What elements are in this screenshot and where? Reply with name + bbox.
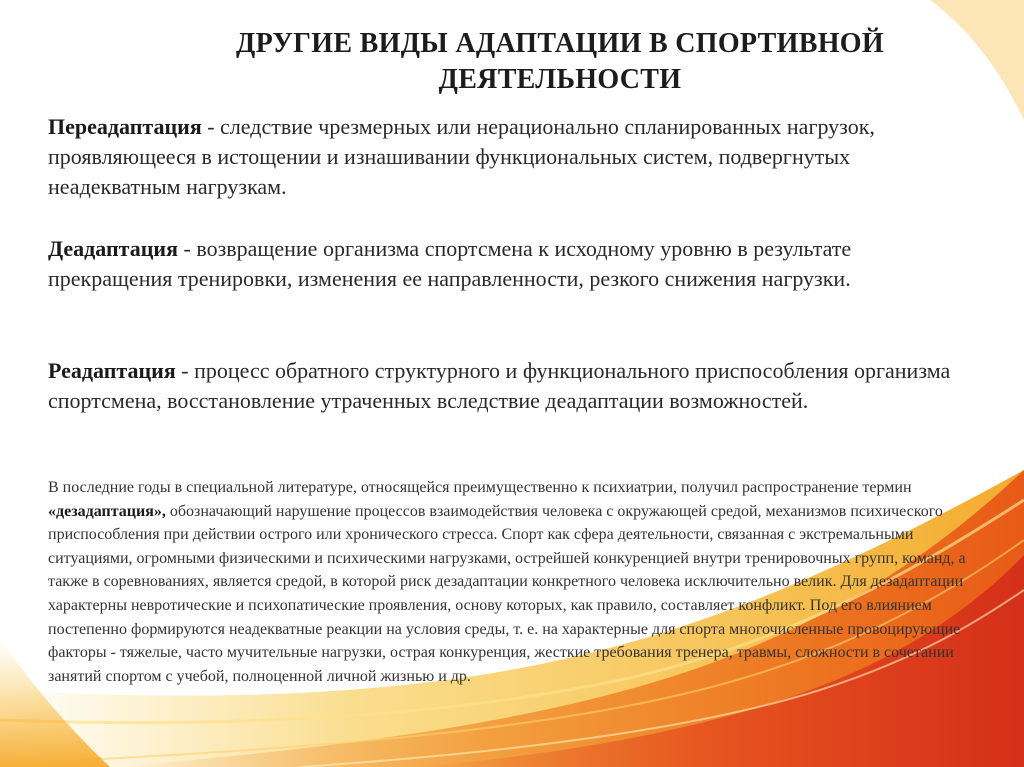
slide-title-line-1: ДРУГИЕ ВИДЫ АДАПТАЦИИ В СПОРТИВНОЙ — [236, 28, 884, 59]
slide-title-line-2: ДЕЯТЕЛЬНОСТИ — [438, 64, 682, 95]
note-term: «дезадаптация», — [48, 502, 166, 520]
definition-term: Реадаптация — [48, 358, 176, 383]
definition-text: - следствие чрезмерных или нерационально спланированных нагрузок, проявляющееся в истощении и изнашивании функциональных систем, подвергнутых неадекватным нагрузкам. — [48, 114, 875, 199]
definition-text: - процесс обратного структурного и функционального приспособления организма спортсмена, восстановление утраченных вследствие деадаптации возможностей. — [48, 358, 951, 413]
slide-title — [170, 26, 950, 98]
definition-readaptation-over — [48, 112, 978, 202]
definition-term: Деадаптация — [48, 236, 179, 261]
note-text-after: обозначающий нарушение процессов взаимодействия человека с окружающей средой, механизмов психического приспособления при действии острого или хронического стресса. Спорт как сфера деятельности, связанная с экстремальными ситуациями, огромными физическими и психическими нагрузками, острейшей конкуренцией внутри тренировочных групп, команд, а также в соревнованиях, является средой, в которой риск дезадаптации конкретного человека исключительно велик. Для дезадаптации характерны невротические и психопатические проявления, основу которых, как правило, составляет конфликт. Под его влиянием постепенно формируются неадекватные реакции на условия среды, т. е. на характерные для спорта многочисленные провоцирующие факторы - тяжелые, часто мучительные нагрузки, острая конкуренция, жесткие требования тренера, травмы, сложности в сочетании занятий спортом с учебой, полноценной личной жизнью и др. — [48, 502, 966, 685]
note-text-before: В последние годы в специальной литературе, относящейся преимущественно к психиатрии, получил распространение термин — [48, 479, 912, 496]
definition-text: - возвращение организма спортсмена к исходному уровню в результате прекращения тренировки, изменения ее направленности, резкого снижения нагрузки. — [48, 236, 852, 291]
definition-readaptation — [48, 356, 978, 416]
definition-deadaptation — [48, 234, 978, 294]
maladaptation-note — [48, 476, 978, 688]
definition-term: Переадаптация — [48, 114, 202, 139]
